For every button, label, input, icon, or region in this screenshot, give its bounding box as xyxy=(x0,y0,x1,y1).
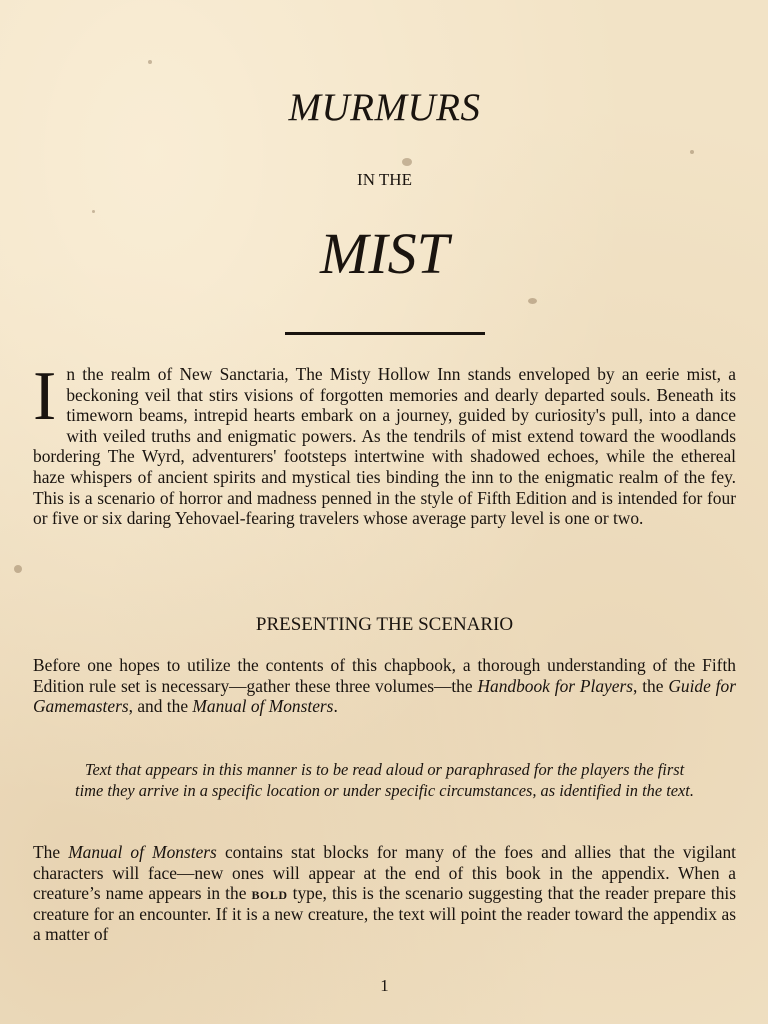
monsters-text-3: type, this is the scenario suggesting that the reader prepare this creature for an encounter. If it is a new creature, the text will point the reader toward the appendix as a matter of xyxy=(33,883,736,945)
intro-paragraph xyxy=(33,358,736,529)
book-title-manual-2: Manual of Monsters xyxy=(68,842,217,862)
book-title-handbook: Handbook for Players xyxy=(477,675,634,696)
monsters-text-1: The xyxy=(33,842,69,862)
title-mist: MIST xyxy=(320,221,449,286)
book-title-manual: Manual of Monsters xyxy=(192,696,334,717)
rules-text-3: , and the xyxy=(128,696,193,717)
drop-cap: I xyxy=(33,358,57,435)
intro-text: n the realm of New Sanctaria, The Misty Hollow Inn stands enveloped by an eerie mist, a beckoning veil that stirs visions of forgotten memories and dearly departed souls. Beneath its timeworn beams, intrepid hearts embark on a journey, guided by curiosity's pull, into a dance with veiled truths and enigmatic powers. As the tendrils of mist extend toward the woodlands bordering The Wyrd, adventurers' footsteps intertwine with shadowed echoes, while the ethereal haze whispers of ancient spirits and mystical ties binding the inn to the enigmatic realm of the fey. This is a scenario of horror and madness penned in the style of Fifth Edition and is intended for four or five or six daring Yehovael-fearing travelers whose average party level is one or two. xyxy=(33,364,736,529)
rules-text-2: , the xyxy=(633,675,669,696)
book-title-guide: Guide for Gamemasters xyxy=(33,675,736,717)
rules-text-4: . xyxy=(333,696,338,717)
page-number: 1 xyxy=(380,976,389,995)
monsters-text-2: contains stat blocks for many of the foes and allies that the vigilant characters will face—new ones will appear at the end of this book in the appendix. When a creature’s name appears in the xyxy=(33,842,736,904)
title-murmurs: MURMURS xyxy=(288,86,481,129)
document-page xyxy=(33,0,736,1024)
monsters-paragraph xyxy=(33,842,736,946)
title-divider xyxy=(285,332,485,335)
read-aloud-example: Text that appears in this manner is to be read aloud or paraphrased for the players the first time they arrive in a specific location or under specific circumstances, as identified in the text. xyxy=(75,760,694,800)
rules-text-1: Before one hopes to utilize the contents of this chapbook, a thorough understanding of the Fifth Edition rule set is necessary—gather these three volumes—the xyxy=(33,655,736,696)
rules-paragraph xyxy=(33,655,736,717)
bold-term: bold xyxy=(251,883,288,904)
section-heading: PRESENTING THE SCENARIO xyxy=(255,614,514,635)
paper-speck xyxy=(14,565,22,573)
title-in-the: IN THE xyxy=(357,170,412,189)
